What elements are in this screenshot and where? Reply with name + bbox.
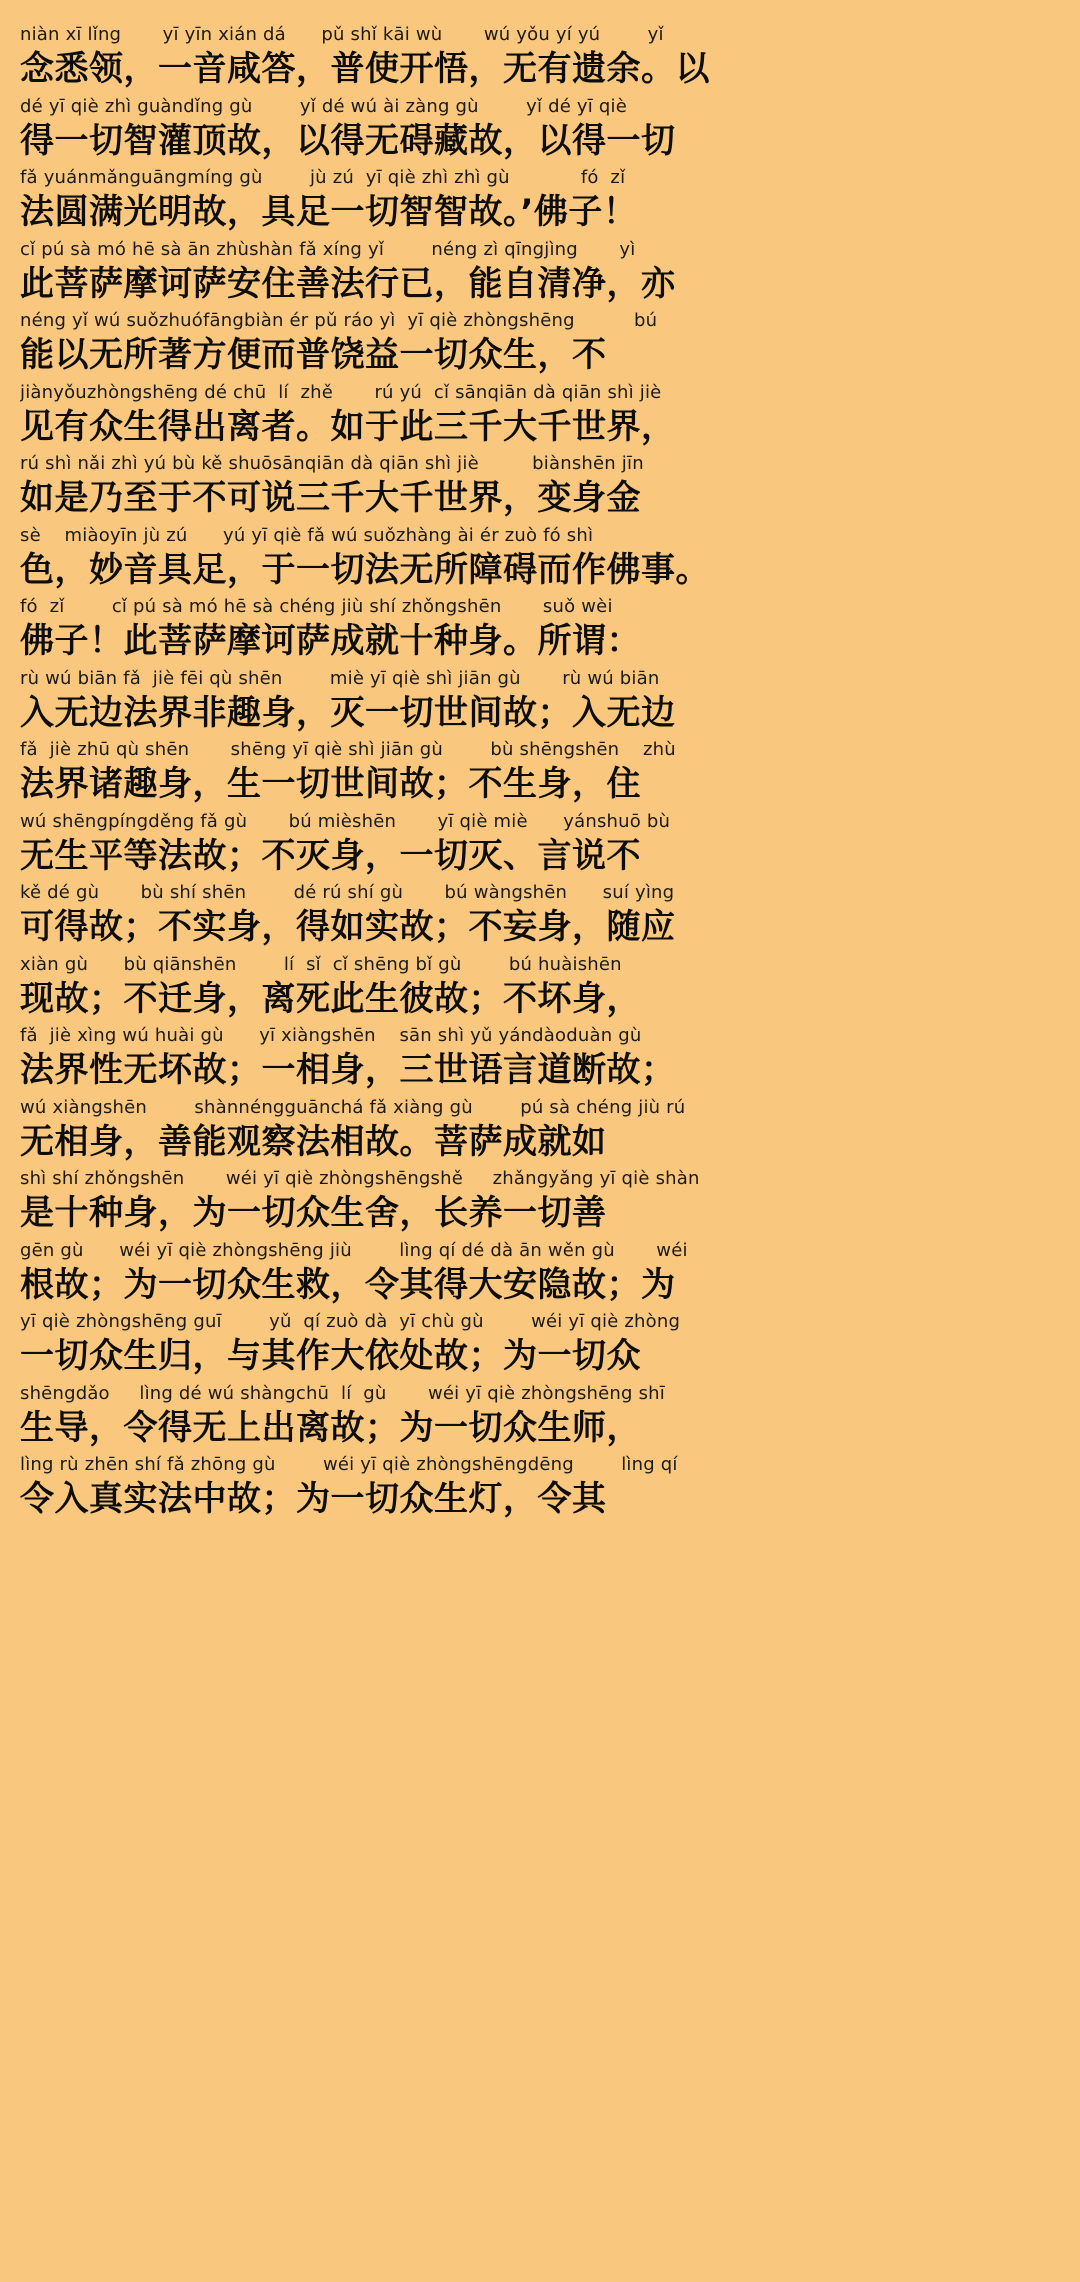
text-line <box>20 380 722 452</box>
pinyin-annotation: xiàn gù bù qiānshēn lí sǐ cǐ shēng bǐ gù bú huàishēn <box>20 953 622 975</box>
chinese-text: 一切众生归，与其作大依处故；为一切众 <box>20 1336 641 1376</box>
pinyin-annotation: sè miàoyīn jù zú yú yī qiè fǎ wú suǒzhàng ài ér zuò fó shì <box>20 524 594 546</box>
chinese-text: 入无边法界非趣身，灭一切世间故；入无边 <box>20 692 676 733</box>
chinese-text: 见有众生得出离者。如于此三千大千世界， <box>20 406 676 447</box>
pinyin-annotation: shēngdǎo lìng dé wú shàngchū lí gù wéi yī qiè zhòngshēng shī <box>20 1382 665 1404</box>
text-line <box>20 1166 722 1238</box>
chinese-text: 令入真实法中故；为一切众生灯，令其 <box>20 1479 607 1519</box>
pinyin-annotation: shì shí zhǒngshēn wéi yī qiè zhòngshēngshě zhǎngyǎng yī qiè shàn <box>20 1168 700 1189</box>
pinyin-annotation: wú xiàngshēn shànnéngguānchá fǎ xiàng gù pú sà chéng jiù rú <box>20 1096 686 1118</box>
chinese-text: 佛子！此菩萨摩诃萨成就十种身。所谓： <box>20 621 641 661</box>
chinese-text: 如是乃至于不可说三千大千世界，变身金 <box>20 478 641 518</box>
chinese-text: 念悉领，一音咸答，普使开悟，无有遗余。以 <box>20 49 710 89</box>
text-line <box>20 666 722 738</box>
pinyin-annotation: dé yī qiè zhì guàndǐng gù yǐ dé wú ài zàng gù yǐ dé yī qiè <box>20 95 627 117</box>
text-line <box>20 594 722 666</box>
chinese-text: 现故；不迁身，离死此生彼故；不坏身， <box>20 978 641 1019</box>
text-line <box>20 237 722 309</box>
chinese-text: 无相身，善能观察法相故。菩萨成就如 <box>20 1121 607 1162</box>
pinyin-annotation: fǎ yuánmǎnguāngmíng gù jù zú yī qiè zhì zhì gù fó zǐ <box>20 167 626 188</box>
pinyin-annotation: néng yǐ wú suǒzhuófāngbiàn ér pǔ ráo yì yī qiè zhòngshēng bú <box>20 310 658 331</box>
pinyin-annotation: kě dé gù bù shí shēn dé rú shí gù bú wàngshēn suí yìng <box>20 882 675 903</box>
pinyin-annotation: niàn xī lǐng yī yīn xián dá pǔ shǐ kāi wù wú yǒu yí yú yǐ <box>20 24 664 45</box>
text-line <box>20 22 722 94</box>
text-line <box>20 737 722 809</box>
text-line <box>20 880 722 952</box>
chinese-text: 可得故；不实身，得如实故；不妄身，随应 <box>20 907 676 947</box>
chinese-text: 此菩萨摩诃萨安住善法行已，能自清净，亦 <box>20 263 676 304</box>
chinese-text: 法界诸趣身，生一切世间故；不生身，住 <box>20 764 641 804</box>
pinyin-annotation: fǎ jiè xìng wú huài gù yī xiàngshēn sān shì yǔ yándàoduàn gù <box>20 1025 642 1046</box>
pinyin-annotation: fó zǐ cǐ pú sà mó hē sà chéng jiù shí zhǒngshēn suǒ wèi <box>20 596 613 617</box>
text-line <box>20 1381 722 1453</box>
pinyin-annotation: cǐ pú sà mó hē sà ān zhùshàn fǎ xíng yǐ néng zì qīngjìng yì <box>20 238 636 260</box>
text-line <box>20 523 722 595</box>
text-line <box>20 308 722 380</box>
chinese-text: 根故；为一切众生救，令其得大安隐故；为 <box>20 1264 676 1305</box>
pinyin-annotation: fǎ jiè zhū qù shēn shēng yī qiè shì jiān gù bù shēngshēn zhù <box>20 739 676 760</box>
chinese-text: 法圆满光明故，具足一切智智故。’佛子！ <box>20 192 638 232</box>
chinese-text: 是十种身，为一切众生舍，长养一切善 <box>20 1193 607 1233</box>
pinyin-annotation: rú shì nǎi zhì yú bù kě shuōsānqiān dà qiān shì jiè biànshēn jīn <box>20 453 644 474</box>
text-line <box>20 809 722 881</box>
pinyin-annotation: wú shēngpíngděng fǎ gù bú mièshēn yī qiè miè yánshuō bù <box>20 810 671 832</box>
chinese-text: 色，妙音具足，于一切法无所障碍而作佛事。 <box>20 549 710 590</box>
scripture-page <box>0 0 742 1568</box>
text-line <box>20 1452 722 1524</box>
pinyin-annotation: lìng rù zhēn shí fǎ zhōng gù wéi yī qiè zhòngshēngdēng lìng qí <box>20 1454 678 1475</box>
text-line <box>20 94 722 166</box>
chinese-text: 生导，令得无上出离故；为一切众生师， <box>20 1407 641 1448</box>
text-line <box>20 1095 722 1167</box>
pinyin-annotation: gēn gù wéi yī qiè zhòngshēng jiù lìng qí dé dà ān wěn gù wéi <box>20 1239 688 1261</box>
text-line <box>20 1023 722 1095</box>
text-line <box>20 952 722 1024</box>
pinyin-annotation: jiànyǒuzhòngshēng dé chū lí zhě rú yú cǐ sānqiān dà qiān shì jiè <box>20 381 662 403</box>
chinese-text: 无生平等法故；不灭身，一切灭、言说不 <box>20 835 641 876</box>
text-line <box>20 1309 722 1381</box>
text-line <box>20 1238 722 1310</box>
pinyin-annotation: yī qiè zhòngshēng guī yǔ qí zuò dà yī chù gù wéi yī qiè zhòng <box>20 1311 681 1332</box>
chinese-text: 法界性无坏故；一相身，三世语言道断故； <box>20 1050 676 1090</box>
chinese-text: 能以无所著方便而普饶益一切众生，不 <box>20 335 607 375</box>
text-line <box>20 165 722 237</box>
chinese-text: 得一切智灌顶故，以得无碍藏故，以得一切 <box>20 120 676 161</box>
pinyin-annotation: rù wú biān fǎ jiè fēi qù shēn miè yī qiè shì jiān gù rù wú biān <box>20 667 660 689</box>
text-line <box>20 451 722 523</box>
